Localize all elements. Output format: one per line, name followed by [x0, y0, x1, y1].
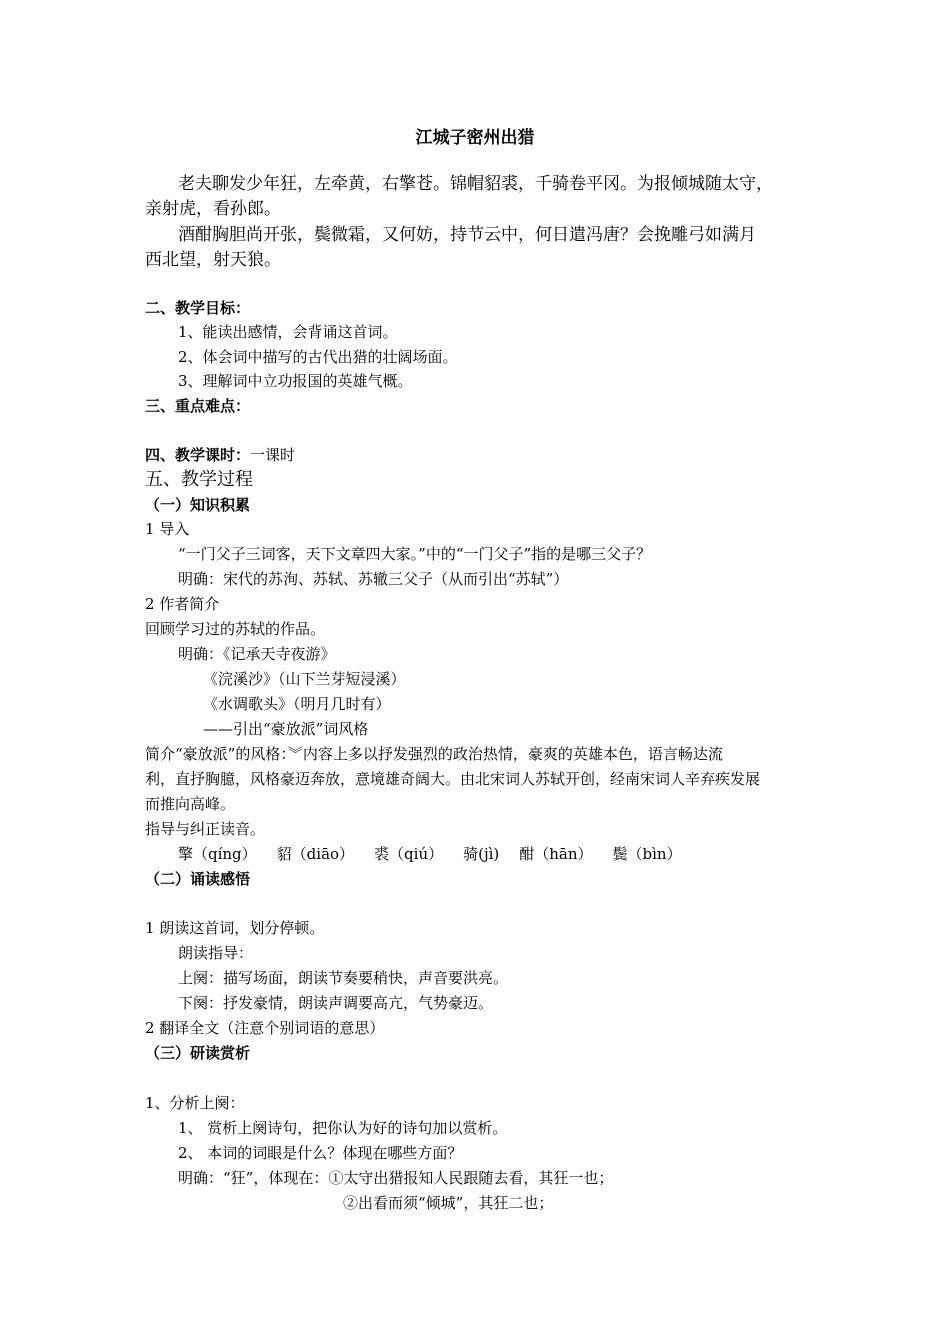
- author-review: 回顾学习过的苏轼的作品。: [145, 620, 326, 638]
- answer-line: 明确：“狂”，体现在：①太守出猎报知人民跟随去看，其狂一也；: [178, 1169, 614, 1187]
- work-item: 《水调歌头》（明月几时有）: [203, 695, 391, 713]
- intro-answer: 明确：宋代的苏洵、苏轼、苏辙三父子（从而引出“苏轼”）: [178, 570, 569, 588]
- poem-stanza2-line2: 西北望，射天狼。: [145, 250, 281, 270]
- part1-heading: （一）知识积累: [145, 496, 251, 514]
- hours-heading: 四、教学课时：: [145, 446, 251, 464]
- upper-stanza-guide: 上阕：描写场面，朗读节奏要稍快，声音要洪亮。: [178, 969, 509, 987]
- pronunciation-item: 鬓（bìn）: [612, 845, 682, 863]
- intro-question: “一门父子三词客，天下文章四大家。”中的“一门父子”指的是哪三父子？: [178, 545, 652, 563]
- pronunciation-item: 擎（qíng）: [178, 845, 257, 863]
- pronunciation-item: 酣（hān）: [519, 845, 593, 863]
- translate-label: 2 翻译全文（注意个别词语的意思）: [145, 1019, 385, 1037]
- style-intro-line: 而推向高峰。: [145, 795, 236, 813]
- process-heading: 五、教学过程: [145, 469, 253, 490]
- analysis-label: 1、分析上阕：: [145, 1094, 245, 1112]
- hours-value: 一课时: [250, 446, 296, 464]
- work-item: 《浣溪沙》（山下兰芽短浸溪）: [203, 670, 406, 688]
- author-label: 2 作者简介: [145, 595, 220, 613]
- part3-heading: （三）研读赏析: [145, 1044, 251, 1062]
- goals-heading: 二、教学目标：: [145, 299, 251, 317]
- question-item: 2、 本词的词眼是什么？体现在哪些方面？: [178, 1144, 463, 1162]
- poem-stanza1-line1: 老夫聊发少年狂，左牵黄，右擎苍。锦帽貂裘，千骑卷平冈。为报倾城随太守，: [178, 174, 773, 194]
- goal-item: 3、理解词中立功报国的英雄气概。: [178, 372, 413, 390]
- answer-line: ②出看而须“倾城”，其狂二也；: [343, 1194, 554, 1212]
- document-title: 江城子密州出猎: [415, 128, 535, 148]
- work-item: 明确：《记承天寺夜游》: [178, 645, 336, 663]
- style-intro-line: 简介“豪放派”的风格：︾内容上多以抒发强烈的政治热情，豪爽的英雄本色，语言畅达流: [145, 745, 723, 763]
- hours-line: [145, 445, 295, 465]
- work-item: ——引出“豪放派”词风格: [203, 720, 369, 738]
- pronunciation-item: 裘（qiú）: [374, 845, 444, 863]
- guide-label: 朗读指导：: [178, 944, 254, 962]
- pronunciation-item: 貂（diāo）: [276, 845, 355, 863]
- read-label: 1 朗读这首词，划分停顿。: [145, 919, 325, 937]
- pronunciation-list: [178, 844, 682, 864]
- pronunciation-label: 指导与纠正读音。: [145, 820, 266, 838]
- pronunciation-item: 骑(jì): [463, 845, 500, 863]
- style-intro-line: 利，直抒胸臆，风格豪迈奔放，意境雄奇阔大。由北宋词人苏轼开创，经南宋词人辛弃疾发展: [145, 770, 761, 788]
- goal-item: 1、能读出感情，会背诵这首词。: [178, 323, 398, 341]
- part2-heading: （二）诵读感悟: [145, 870, 251, 888]
- intro-label: 1 导入: [145, 520, 190, 538]
- goal-item: 2、体会词中描写的古代出猎的壮阔场面。: [178, 348, 458, 366]
- lower-stanza-guide: 下阕：抒发豪情，朗读声调要高亢，气势豪迈。: [178, 994, 494, 1012]
- poem-stanza1-line2: 亲射虎，看孙郎。: [145, 199, 281, 219]
- poem-stanza2-line1: 酒酣胸胆尚开张，鬓微霜，又何妨，持节云中，何日遣冯唐？会挽雕弓如满月: [178, 225, 756, 245]
- keypoints-heading: 三、重点难点：: [145, 397, 251, 415]
- question-item: 1、 赏析上阕诗句，把你认为好的诗句加以赏析。: [178, 1119, 508, 1137]
